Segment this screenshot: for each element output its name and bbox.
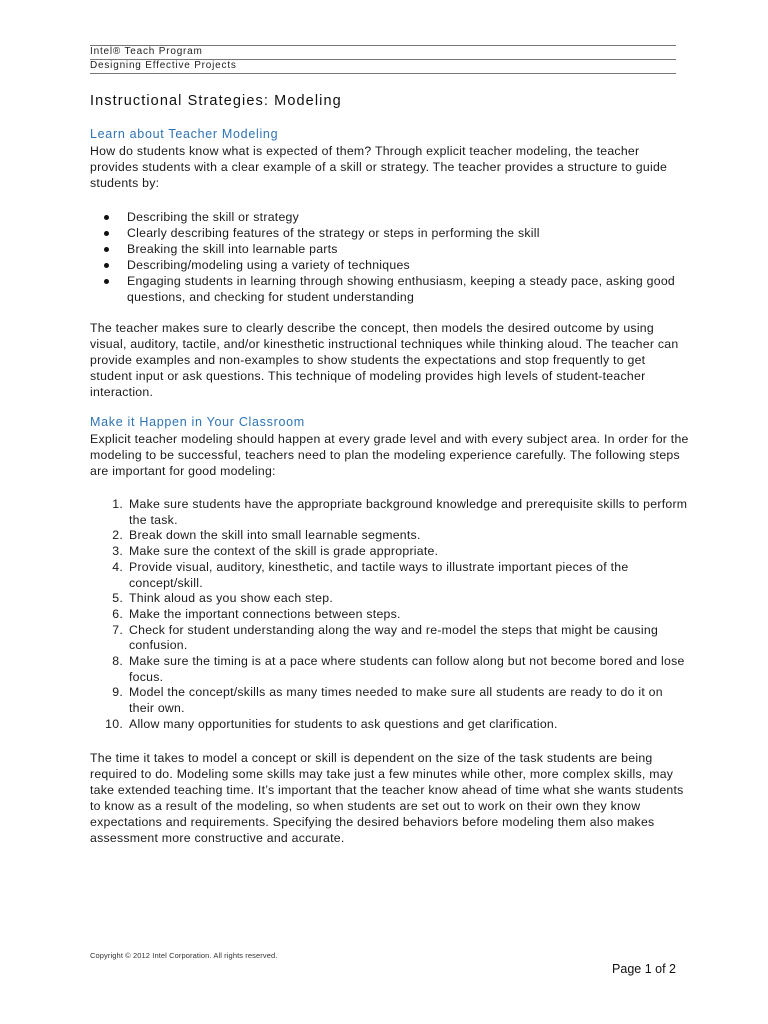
list-item: 9. Model the concept/skills as many times needed to make sure all students are ready to do it on their own. <box>112 685 663 716</box>
list-item: 5. Think aloud as you show each step. <box>112 591 334 606</box>
section-intro-learn: How do students know what is expected of them? Through explicit teacher modeling, the teacher provides students with a clear example of a skill or strategy. The teacher provides a structure to guide students by: <box>90 144 668 190</box>
list-item: 7. Check for student understanding along the way and re-model the steps that might be causing confusion. <box>112 622 659 653</box>
bullet-icon <box>104 279 109 284</box>
list-item: Engaging students in learning through showing enthusiasm, keeping a steady pace, asking good questions, and checking for student understanding <box>90 273 690 305</box>
list-item: Breaking the skill into learnable parts <box>90 241 690 257</box>
section-heading-classroom: Make it Happen in Your Classroom <box>90 415 305 429</box>
bullet-icon <box>104 263 109 268</box>
list-item: 2. Break down the skill into small learnable segments. <box>112 528 421 543</box>
copyright-notice: Copyright © 2012 Intel Corporation. All rights reserved. <box>90 951 278 960</box>
list-item: Describing/modeling using a variety of techniques <box>90 257 690 273</box>
section-heading-learn: Learn about Teacher Modeling <box>90 127 279 141</box>
list-item: 3. Make sure the context of the skill is grade appropriate. <box>112 544 439 559</box>
list-item: Clearly describing features of the strategy or steps in performing the skill <box>90 225 690 241</box>
bullet-icon <box>104 215 109 220</box>
header-program: Intel® Teach Program <box>90 46 203 57</box>
list-item: 8. Make sure the timing is at a pace where students can follow along but not become bored and lose focus. <box>112 654 685 684</box>
bullet-icon <box>104 231 109 236</box>
bullet-icon <box>104 247 109 252</box>
page-title: Instructional Strategies: Modeling <box>90 93 342 109</box>
list-item: Describing the skill or strategy <box>90 209 690 225</box>
header-bottom-rule <box>90 73 676 74</box>
list-item: 10. Allow many opportunities for students to ask questions and get clarification. <box>105 716 558 731</box>
list-item: 1. Make sure students have the appropriate background knowledge and prerequisite skills to perform the task. <box>112 497 688 527</box>
header-subtitle: Designing Effective Projects <box>90 60 237 71</box>
modeling-steps-list <box>90 497 690 733</box>
section-closing-learn: The teacher makes sure to clearly describe the concept, then models the desired outcome by using visual, auditory, tactile, and/or kinesthetic instructional techniques while thinking aloud. The teacher can provide examples and non-examples to show students the expectations and stop frequently to get student input or ask questions. This technique of modeling provides high levels of student-teacher interaction. <box>90 321 679 399</box>
list-item: 4. Provide visual, auditory, kinesthetic, and tactile ways to illustrate important pieces of the concept/skill. <box>112 559 629 590</box>
page-number: Page 1 of 2 <box>612 962 676 976</box>
list-item: 6. Make the important connections between steps. <box>112 606 401 621</box>
modeling-techniques-list <box>90 209 690 305</box>
section-closing-classroom: The time it takes to model a concept or skill is dependent on the size of the task students are being required to do. Modeling some skills may take just a few minutes while other, more complex skills, may take extended teaching time. It’s important that the teacher know ahead of time what she wants students to know as a result of the modeling, so when students are set out to work on their own they know expectations and requirements. Specifying the desired behaviors before modeling them also makes assessment more constructive and accurate. <box>90 751 684 845</box>
section-intro-classroom: Explicit teacher modeling should happen at every grade level and with every subject area. In order for the modeling to be successful, teachers need to plan the modeling experience carefully. The following steps are important for good modeling: <box>90 432 689 478</box>
